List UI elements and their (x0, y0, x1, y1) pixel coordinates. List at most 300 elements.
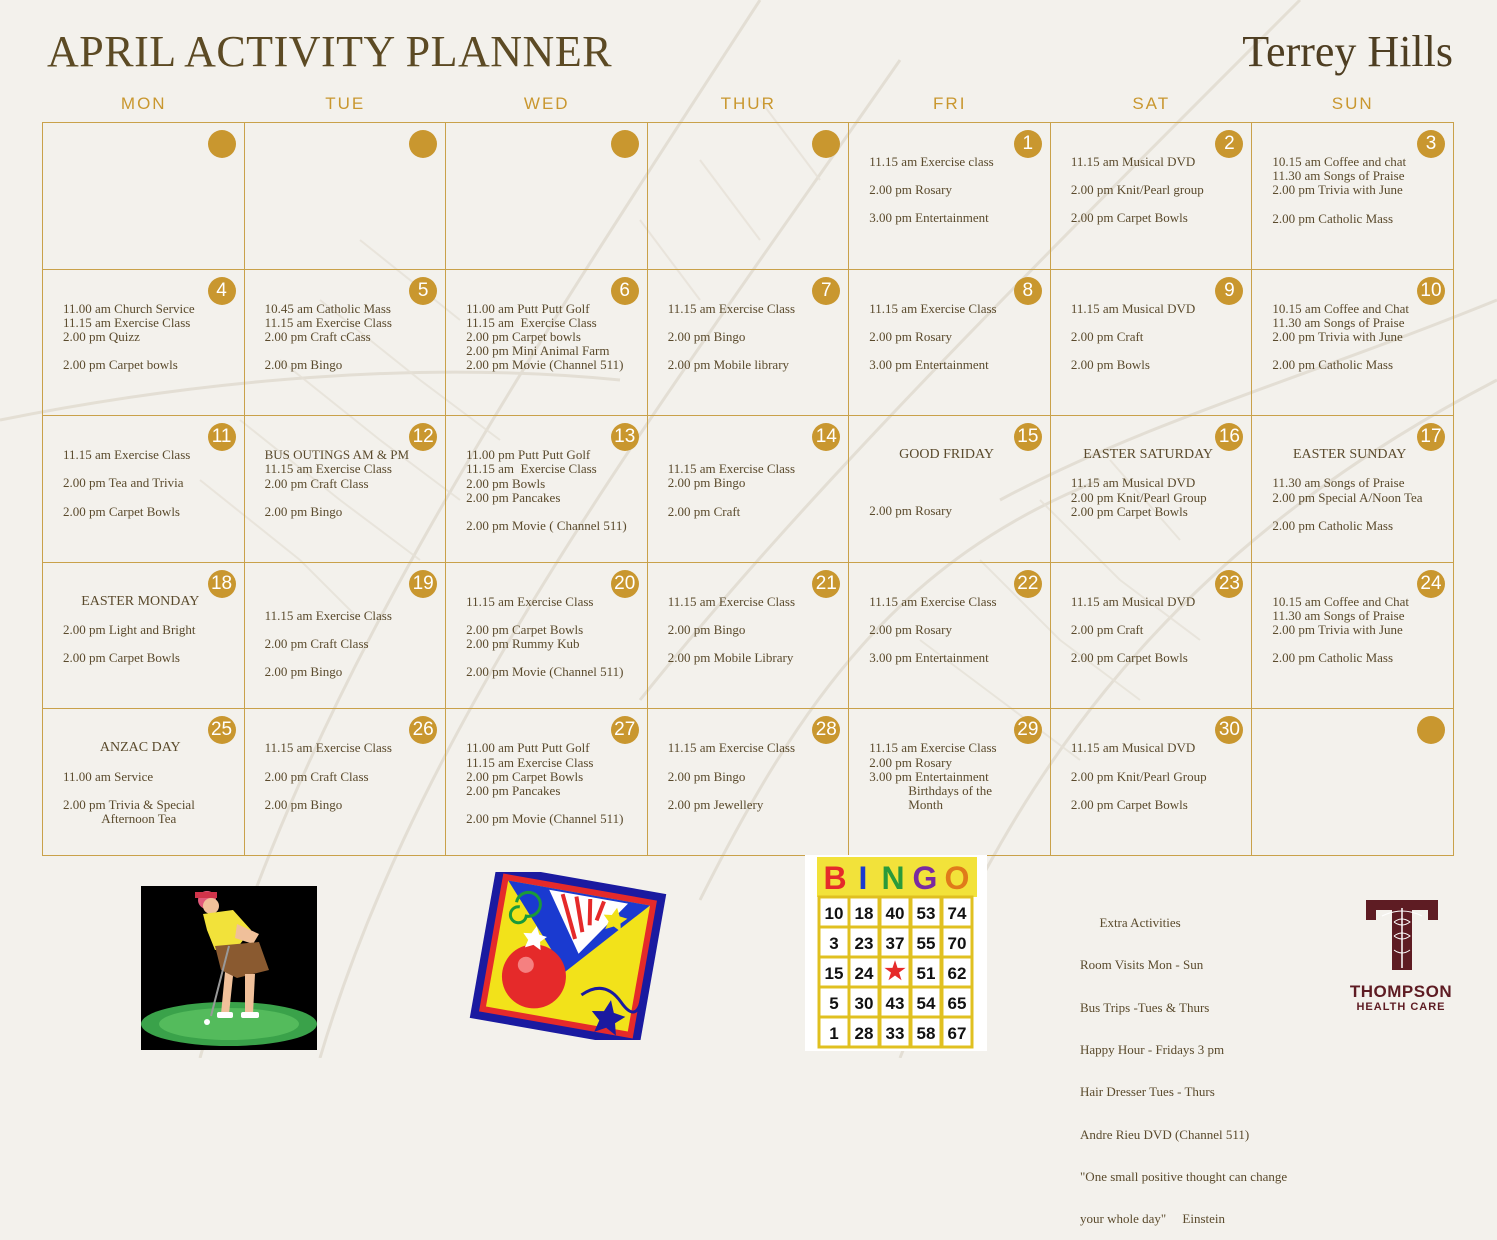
activity-line (668, 609, 843, 623)
date-badge (1417, 716, 1445, 744)
date-badge: 19 (409, 570, 437, 598)
calendar-day-cell (446, 416, 648, 563)
extras-line: Room Visits Mon - Sun (1080, 957, 1204, 973)
date-badge: 23 (1215, 570, 1243, 598)
date-badge (611, 130, 639, 158)
activity-line (1071, 756, 1246, 770)
date-badge: 12 (409, 423, 437, 451)
bingo-number: 3 (829, 934, 839, 953)
activity-line (1071, 197, 1246, 211)
activity-line: 2.00 pm Rosary (869, 503, 952, 519)
activity-line: 11.15 am Exercise Class (63, 314, 191, 330)
date-badge: 7 (812, 277, 840, 305)
activity-line (63, 344, 238, 358)
activity-line (63, 637, 238, 651)
activity-line (1071, 784, 1246, 798)
bingo-number: ★ (884, 958, 906, 985)
activity-line: 2.00 pm Tea and Trivia (63, 475, 184, 491)
extra-activities (1080, 888, 1287, 1240)
activity-line (63, 784, 238, 798)
calendar-day-cell (1252, 270, 1454, 417)
logo-subtitle: HEALTH CARE (1356, 1001, 1446, 1013)
date-badge: 8 (1014, 277, 1042, 305)
activity-line: 11.15 am Exercise Class (869, 593, 997, 609)
activity-line (668, 344, 843, 358)
date-badge: 30 (1215, 716, 1243, 744)
calendar-day-cell (245, 123, 447, 270)
activity-line: 2.00 pm Craft Class (264, 475, 369, 491)
activity-line (466, 651, 641, 665)
activity-line: 2.00 pm Knit/Pearl Group (1070, 489, 1207, 505)
activity-line: 2.00 pm Craft (667, 503, 741, 519)
activity-list (1071, 155, 1246, 226)
activity-line: 11.00 pm Putt Putt Golf (466, 447, 591, 463)
activity-line: 11.15 am Exercise class (869, 154, 994, 169)
calendar-day-cell (849, 709, 1051, 856)
activity-list (668, 448, 843, 519)
activity-line (869, 490, 1044, 504)
calendar-day-cell (446, 709, 648, 856)
activity-line (668, 316, 843, 330)
activity-line: 11.15 am Exercise Class (869, 740, 997, 756)
calendar-day-cell (1051, 563, 1253, 710)
activity-line: 2.00 pm Carpet Bowls (1070, 503, 1188, 519)
bingo-number: 24 (854, 964, 874, 983)
activity-line: 2.00 pm Catholic Mass (1272, 650, 1394, 666)
date-badge: 20 (611, 570, 639, 598)
activity-list (63, 302, 238, 373)
weekday-header-row (43, 94, 1454, 114)
activity-line: 2.00 pm Carpet Bowls (63, 503, 180, 519)
calendar-day-cell (43, 709, 245, 856)
activity-list (869, 302, 1044, 373)
bingo-number: 55 (916, 934, 936, 953)
activity-line: 11.00 am Church Service (63, 300, 195, 316)
activity-line: 2.00 pm Rosary (869, 328, 952, 344)
bingo-letter: G (912, 860, 938, 896)
activity-list (1071, 302, 1246, 373)
activity-line: 2.00 pm Trivia with June (1272, 622, 1403, 638)
activity-line: 2.00 pm Carpet Bowls (1070, 210, 1188, 226)
bingo-number: 67 (947, 1024, 967, 1043)
calendar-day-cell (648, 123, 850, 270)
activity-line: 2.00 pm Rummy Kub (466, 636, 580, 652)
activity-line: 3.00 pm Entertainment (869, 768, 989, 784)
activity-line: 2.00 pm Movie (Channel 511) (466, 811, 624, 827)
activity-line: 11.00 am Service (63, 768, 154, 784)
date-badge: 9 (1215, 277, 1243, 305)
activity-line (1272, 344, 1447, 358)
activity-line: 11.15 am Exercise Class (466, 314, 597, 330)
extras-line: Happy Hour - Fridays 3 pm (1080, 1042, 1225, 1058)
activity-line (1071, 637, 1246, 651)
date-badge: 5 (409, 277, 437, 305)
activity-line: 2.00 pm Carpet Bowls (63, 650, 180, 666)
date-badge: 22 (1014, 570, 1042, 598)
activity-line: 10.15 am Coffee and Chat (1272, 593, 1410, 609)
activity-line (466, 798, 641, 812)
bingo-number: 5 (829, 994, 839, 1013)
bingo-number: 53 (916, 904, 936, 923)
activity-line: 11.30 am Songs of Praise (1272, 475, 1405, 491)
weekday-label: WED (523, 94, 570, 113)
activity-line: 11.30 am Songs of Praise (1272, 168, 1405, 184)
bingo-number: 33 (885, 1024, 905, 1043)
calendar-day-cell (1252, 563, 1454, 710)
activity-line: 2.00 pm Carpet bowls (63, 357, 178, 373)
activity-line: Afternoon Tea (63, 811, 177, 826)
activity-line (1071, 462, 1246, 476)
extras-line: Andre Rieu DVD (Channel 511) (1080, 1126, 1250, 1142)
activity-line (1071, 344, 1246, 358)
date-badge: 15 (1014, 423, 1042, 451)
date-badge (208, 130, 236, 158)
activity-line (1272, 637, 1447, 651)
date-badge: 25 (208, 716, 236, 744)
date-badge (409, 130, 437, 158)
date-badge: 29 (1014, 716, 1042, 744)
date-badge: 4 (208, 277, 236, 305)
activity-list (1272, 595, 1447, 666)
calendar-day-cell (648, 563, 850, 710)
activity-line: 11.15 am Exercise Class (264, 314, 392, 330)
bingo-number: 10 (824, 904, 844, 923)
bingo-number: 30 (854, 994, 874, 1013)
calendar-day-cell (245, 563, 447, 710)
holiday-heading: EASTER SUNDAY (1292, 447, 1407, 463)
activity-line: 2.00 pm Catholic Mass (1272, 210, 1394, 226)
activity-line: 2.00 pm Catholic Mass (1272, 517, 1394, 533)
activity-line: 11.15 am Musical DVD (1070, 593, 1196, 609)
activity-line: 2.00 pm Rosary (869, 754, 952, 770)
holiday-heading: GOOD FRIDAY (899, 447, 994, 463)
activity-line: 2.00 pm Rosary (869, 622, 952, 637)
activity-line: 11.00 am Putt Putt Golf (466, 740, 590, 756)
activity-line: 2.00 pm Knit/Pearl group (1070, 182, 1204, 198)
bingo-number: 62 (947, 964, 967, 983)
activity-line (265, 344, 440, 358)
activity-list (869, 448, 1044, 518)
activity-line: 3.00 pm Entertainment (869, 210, 989, 226)
calendar-day-cell (1051, 270, 1253, 417)
activity-line: 11.15 am Musical DVD (1070, 740, 1196, 756)
page-title: APRIL ACTIVITY PLANNER (47, 27, 613, 76)
activity-list (1272, 302, 1447, 373)
activity-line: 2.00 pm Carpet Bowls (466, 768, 584, 784)
activity-line: 11.15 am Musical DVD (1070, 300, 1196, 316)
activity-line (869, 197, 1044, 211)
activity-list (63, 448, 238, 519)
calendar-day-cell (43, 416, 245, 563)
activity-line (869, 462, 1044, 476)
calendar-day-cell (648, 709, 850, 856)
activity-line: 11.15 am Exercise Class (264, 740, 392, 756)
date-badge (812, 130, 840, 158)
activity-line (869, 316, 1044, 330)
activity-line: 2.00 pm Bingo (264, 357, 343, 373)
activity-line: 2.00 pm Carpet bowls (466, 329, 581, 344)
activity-line: 2.00 pm Bingo (264, 503, 343, 519)
bingo-letter: N (881, 860, 905, 896)
activity-line (63, 609, 238, 623)
activity-line: 11.15 am Exercise Class (466, 754, 594, 770)
activity-line: 3.00 pm Entertainment (869, 650, 989, 666)
date-badge: 6 (611, 277, 639, 305)
activity-line: 2.00 pm Trivia with June (1272, 329, 1403, 344)
party-clipart-icon (468, 872, 668, 1040)
bingo-card-graphic (805, 855, 987, 1051)
activity-line: 11.15 am Musical DVD (1070, 154, 1196, 169)
activity-line: Month (869, 797, 943, 813)
activity-line: 11.00 am Putt Putt Golf (466, 300, 590, 316)
activity-line (265, 784, 440, 798)
location-title: Terrey Hills (1242, 27, 1453, 76)
activity-line: 2.00 pm Mobile Library (667, 650, 794, 666)
activity-line (265, 595, 440, 609)
activity-line: 11.15 am Exercise Class (667, 300, 796, 316)
activity-line (1071, 316, 1246, 330)
bingo-letter: B (823, 860, 847, 896)
date-badge: 18 (208, 570, 236, 598)
date-badge: 14 (812, 423, 840, 451)
calendar-day-cell (446, 563, 648, 710)
calendar-grid (42, 122, 1454, 856)
date-badge: 3 (1417, 130, 1445, 158)
activity-line (869, 476, 1044, 490)
bingo-number: 74 (947, 904, 967, 923)
activity-line (869, 609, 1044, 623)
activity-list (265, 741, 440, 812)
bingo-number: 18 (854, 904, 874, 923)
activity-line: 2.00 pm Pancakes (466, 783, 561, 798)
bingo-letter: O (944, 860, 970, 896)
activity-line (668, 756, 843, 770)
date-badge: 1 (1014, 130, 1042, 158)
logo-name: THOMPSON (1349, 982, 1453, 1001)
calendar-day-cell (849, 416, 1051, 563)
bingo-number: 28 (854, 1024, 874, 1043)
bingo-number: 37 (885, 934, 905, 953)
calendar-day-cell (1252, 709, 1454, 856)
activity-line (63, 462, 238, 476)
activity-list (466, 741, 641, 826)
activity-line: 11.15 am Exercise Class (466, 593, 594, 609)
extras-line: "One small positive thought can change (1080, 1168, 1288, 1184)
activity-list (668, 302, 843, 373)
extras-line: your whole day" Einstein (1080, 1211, 1226, 1227)
activity-line (869, 344, 1044, 358)
activity-line: 11.15 am Exercise Class (264, 607, 392, 623)
activity-line: 2.00 pm Bingo (667, 768, 746, 784)
activity-line: 2.00 pm Pancakes (466, 489, 561, 505)
activity-line: 2.00 pm Bowls (1070, 357, 1150, 372)
activity-line: 10.15 am Coffee and chat (1272, 154, 1407, 169)
calendar-day-cell (43, 563, 245, 710)
activity-line (668, 637, 843, 651)
calendar-day-cell (446, 123, 648, 270)
activity-line: 11.15 am Exercise Class (264, 461, 392, 477)
activity-list (869, 741, 1044, 812)
activity-line: 10.15 am Coffee and Chat (1272, 300, 1410, 316)
extras-line: Extra Activities (1080, 915, 1181, 931)
activity-list (1272, 155, 1447, 226)
activity-line: 2.00 pm Trivia & Special (63, 796, 195, 812)
activity-line: 2.00 pm Craft cCass (264, 329, 371, 344)
activity-line: 2.00 pm Quizz (63, 329, 140, 344)
activity-line: 11.15 am Exercise Class (667, 461, 796, 477)
activity-line: 2.00 pm Bingo (667, 475, 746, 491)
holiday-heading: EASTER SATURDAY (1083, 447, 1214, 463)
activity-line (265, 623, 440, 637)
calendar-day-cell (648, 270, 850, 417)
activity-line (869, 169, 1044, 183)
date-badge: 24 (1417, 570, 1445, 598)
activity-list (1071, 595, 1246, 666)
activity-line (869, 637, 1044, 651)
activity-line (265, 756, 440, 770)
date-badge: 13 (611, 423, 639, 451)
activity-line (466, 609, 641, 623)
activity-list (466, 448, 641, 533)
activity-line: 2.00 pm Craft Class (264, 768, 369, 784)
bingo-letter: I (858, 860, 868, 896)
activity-list (869, 595, 1044, 666)
weekday-label: SAT (1132, 94, 1171, 113)
bingo-number: 1 (829, 1024, 839, 1043)
activity-line (265, 491, 440, 505)
bingo-number: 54 (916, 994, 936, 1013)
activity-line: 2.00 pm Bingo (264, 796, 343, 812)
activity-line: 2.00 pm Carpet Bowls (1070, 650, 1188, 666)
activity-line: 11.15 am Exercise Class (667, 740, 796, 756)
activity-line: 3.00 pm Entertainment (869, 357, 989, 372)
activity-line: 11.15 am Exercise Class (63, 447, 191, 463)
calendar-day-cell (1252, 416, 1454, 563)
calendar-day-cell (1051, 709, 1253, 856)
date-badge: 27 (611, 716, 639, 744)
activity-line: 11.15 am Exercise Class (667, 593, 796, 609)
activity-line (466, 505, 641, 519)
activity-line (63, 491, 238, 505)
activity-list (63, 741, 238, 826)
golf-clipart-icon (141, 886, 317, 1050)
activity-line: 2.00 pm Bingo (264, 664, 343, 680)
activity-line: 11.30 am Songs of Praise (1272, 608, 1405, 623)
activity-line: 2.00 pm Catholic Mass (1272, 357, 1394, 373)
date-badge: 17 (1417, 423, 1445, 451)
activity-list (869, 155, 1044, 226)
weekday-label: MON (120, 94, 167, 113)
activity-line: 2.00 pm Trivia with June (1272, 182, 1403, 198)
activity-line: 11.30 am Songs of Praise (1272, 314, 1405, 330)
calendar-day-cell (245, 709, 447, 856)
activity-line (1272, 462, 1447, 476)
activity-line (1272, 198, 1447, 212)
activity-line: 11.15 am Musical DVD (1070, 475, 1196, 491)
activity-line: 2.00 pm Rosary (869, 182, 952, 198)
calendar-day-cell (43, 270, 245, 417)
calendar-day-cell (849, 270, 1051, 417)
activity-list (265, 595, 440, 680)
activity-line: 2.00 pm Craft Class (264, 636, 369, 651)
bingo-number: 23 (854, 934, 874, 953)
activity-line: 2.00 pm Knit/Pearl Group (1070, 768, 1207, 784)
bingo-number: 43 (885, 994, 905, 1013)
activity-line (265, 651, 440, 665)
activity-line: 2.00 pm Bingo (667, 328, 746, 344)
activity-line: 2.00 pm Bingo (667, 622, 746, 637)
date-badge: 26 (409, 716, 437, 744)
activity-line: 2.00 pm Craft (1070, 328, 1144, 344)
holiday-heading: EASTER MONDAY (81, 593, 200, 609)
activity-line: 11.15 am Exercise Class (869, 300, 997, 316)
activity-line (668, 784, 843, 798)
bingo-number: 51 (916, 964, 936, 983)
activity-line: 2.00 pm Special A/Noon Tea (1272, 489, 1423, 505)
activity-line: 2.00 pm Jewellery (667, 796, 764, 812)
holiday-heading: ANZAC DAY (99, 740, 181, 756)
activity-line (668, 448, 843, 462)
activity-line (1071, 609, 1246, 623)
activity-line: 2.00 pm Light and Bright (63, 622, 196, 637)
date-badge: 28 (812, 716, 840, 744)
calendar-day-cell (849, 123, 1051, 270)
bingo-number: 15 (824, 964, 844, 983)
extras-line: Bus Trips -Tues & Thurs (1080, 999, 1210, 1015)
calendar-day-cell (1051, 416, 1253, 563)
activity-list (1071, 448, 1246, 519)
activity-line (1071, 169, 1246, 183)
extras-line: Hair Dresser Tues - Thurs (1080, 1084, 1215, 1100)
calendar-day-cell (245, 416, 447, 563)
bingo-card-icon (805, 855, 987, 1051)
calendar-day-cell (1051, 123, 1253, 270)
activity-list (668, 741, 843, 812)
activity-line: 2.00 pm Craft (1070, 622, 1144, 637)
activity-line: Birthdays of the (869, 783, 993, 798)
activity-line: 11.15 am Exercise Class (466, 461, 597, 477)
activity-list (63, 595, 238, 666)
activity-line: 2.00 pm Movie (Channel 511) (466, 357, 624, 373)
activity-line: 2.00 pm Mobile library (667, 357, 790, 372)
weekday-label: FRI (933, 94, 967, 113)
activity-list (466, 302, 641, 373)
calendar-day-cell (245, 270, 447, 417)
activity-list (668, 595, 843, 666)
date-badge: 21 (812, 570, 840, 598)
activity-list (265, 302, 440, 373)
activity-list (466, 595, 641, 680)
activity-list (1071, 741, 1246, 812)
weekday-label: TUE (325, 94, 366, 113)
calendar-day-cell (648, 416, 850, 563)
activity-line: 2.00 pm Bowls (466, 475, 546, 491)
activity-line (668, 491, 843, 505)
activity-line (1272, 505, 1447, 519)
activity-line: 10.45 am Catholic Mass (264, 300, 391, 316)
weekday-label: SUN (1331, 94, 1374, 113)
activity-line: 2.00 pm Carpet Bowls (1070, 796, 1188, 812)
calendar-day-cell (849, 563, 1051, 710)
calendar-day-cell (446, 270, 648, 417)
bingo-number: 65 (947, 994, 967, 1013)
date-badge: 2 (1215, 130, 1243, 158)
date-badge: 16 (1215, 423, 1243, 451)
activity-line: 2.00 pm Movie (Channel 511) (466, 664, 624, 680)
activity-line: 2.00 pm Mini Animal Farm (466, 343, 610, 359)
date-badge: 10 (1417, 277, 1445, 305)
calendar-day-cell (43, 123, 245, 270)
